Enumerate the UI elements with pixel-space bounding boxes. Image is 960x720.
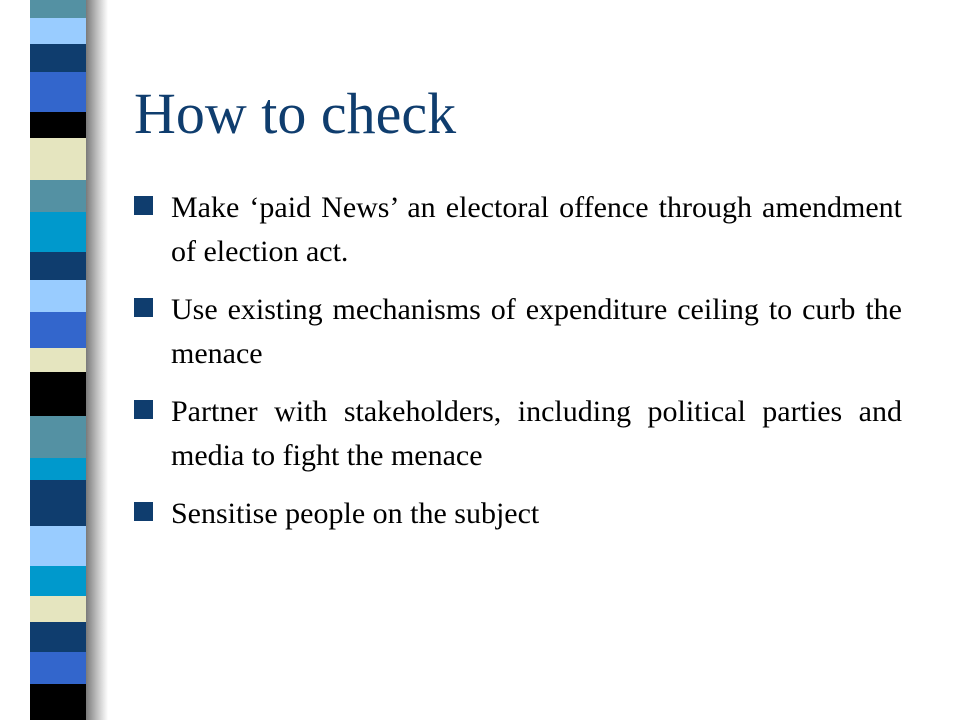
stripe-segment (30, 566, 86, 596)
bullet-text: Sensitise people on the subject (171, 497, 540, 530)
stripe-segment (30, 212, 86, 252)
stripe-segment (30, 348, 86, 372)
bullet-item (134, 186, 902, 274)
stripe-segment (30, 480, 86, 526)
stripe-segment (30, 0, 86, 18)
stripe-segment (30, 372, 86, 416)
stripe-segment (30, 622, 86, 652)
stripe-segment (30, 44, 86, 72)
square-bullet-icon (134, 298, 153, 317)
bullet-text: Use existing mechanisms of expenditure ceiling to curb the menace (171, 293, 902, 370)
stripe-segment (30, 252, 86, 280)
square-bullet-icon (134, 400, 153, 419)
stripe-segment (30, 72, 86, 112)
stripe-bar-shadow (86, 0, 108, 720)
stripe-segment (30, 416, 86, 458)
stripe-segment (30, 280, 86, 312)
stripe-segment (30, 458, 86, 480)
bullet-item (134, 390, 902, 478)
decorative-stripe-bar (30, 0, 86, 720)
stripe-segment (30, 312, 86, 348)
stripe-segment (30, 526, 86, 566)
stripe-segment (30, 684, 86, 720)
square-bullet-icon (134, 502, 153, 521)
stripe-segment (30, 596, 86, 622)
bullet-text: Make ‘paid News’ an electoral offence through amendment of election act. (171, 191, 902, 268)
square-bullet-icon (134, 196, 153, 215)
stripe-segment (30, 652, 86, 684)
stripe-segment (30, 138, 86, 180)
stripe-segment (30, 18, 86, 44)
bullet-text: Partner with stakeholders, including political parties and media to fight the menace (171, 395, 902, 472)
stripe-segment (30, 112, 86, 138)
slide-title: How to check (134, 81, 457, 146)
bullet-list (134, 186, 902, 550)
bullet-item (134, 288, 902, 376)
stripe-segment (30, 180, 86, 212)
bullet-item (134, 492, 902, 536)
